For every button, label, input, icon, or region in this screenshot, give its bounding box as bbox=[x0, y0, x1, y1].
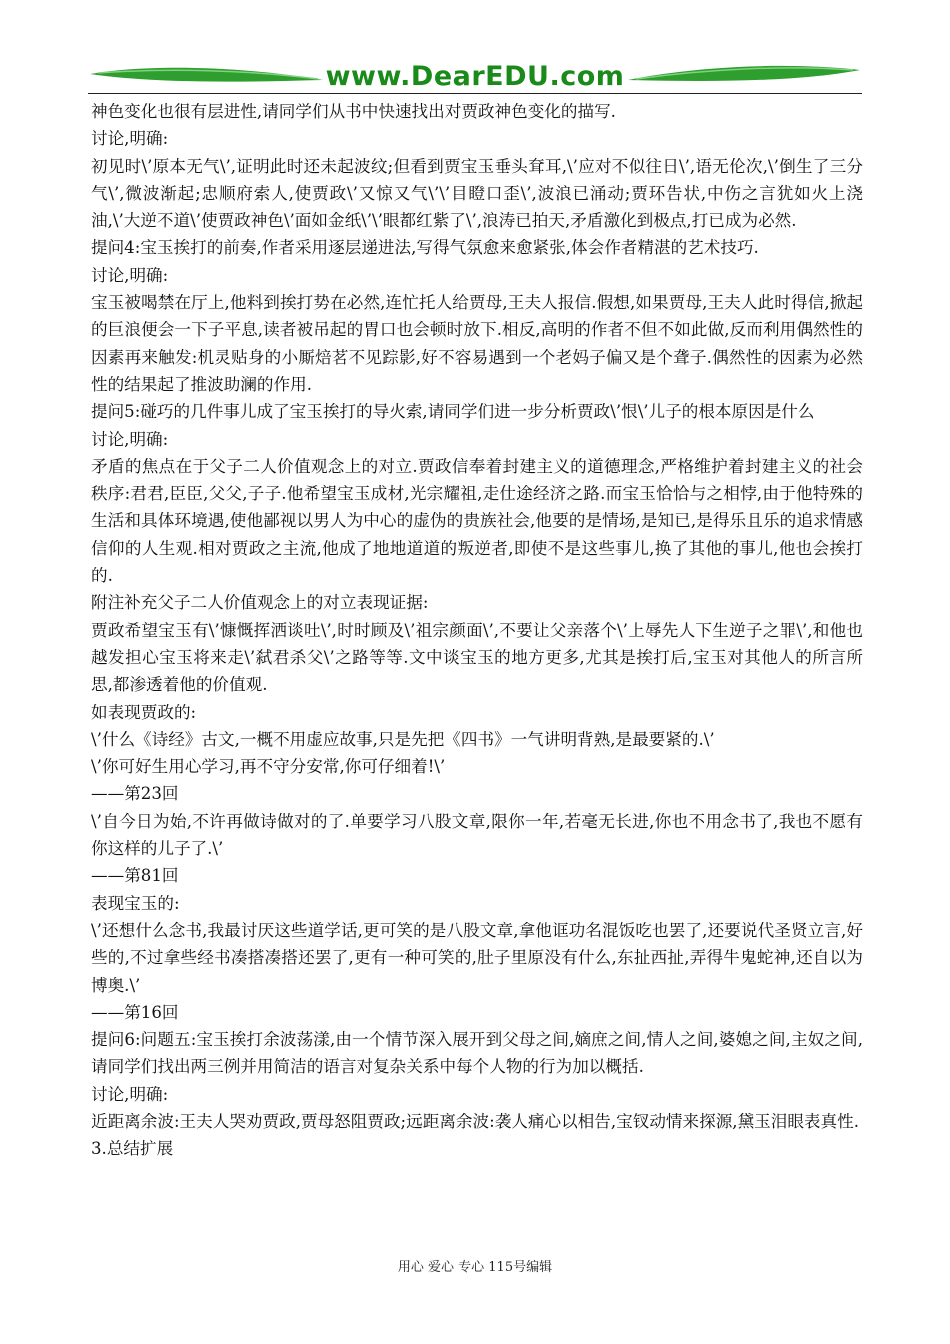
quote: \’什么《诗经》古文,一概不用虚应故事,只是先把《四书》一气讲明背熟,是最要紧的.\’ bbox=[91, 729, 715, 749]
paragraph: 讨论,明确: bbox=[91, 1084, 169, 1104]
paragraph: 神色变化也很有层进性,请同学们从书中快速找出对贾政神色变化的描写. bbox=[91, 102, 616, 121]
paragraph: 讨论,明确: bbox=[91, 429, 169, 449]
citation: ——第81回 bbox=[91, 866, 179, 886]
quote: \’自今日为始,不许再做诗做对的了.单要学习八股文章,限你一年,若毫无长进,你也不用念书了,我也不愿有你这样的儿子了.\’ bbox=[91, 811, 863, 859]
paragraph: 近距离余波:王夫人哭劝贾政,贾母怒阻贾政;远距离余波:袭人痛心以相告,宝钗动情来探源,黛玉泪眼表真性. bbox=[91, 1111, 859, 1131]
citation: ——第23回 bbox=[91, 784, 179, 804]
quote: \’还想什么念书,我最讨厌这些道学话,更可笑的是八股文章,拿他诓功名混饭吃也罢了,还要说代圣贤立言,好些的,不过拿些经书凑搭凑搭还罢了,更有一种可笑的,肚子里原没有什么,东扯西扯,弄得牛鬼蛇神,还自以为博奥.\’ bbox=[91, 920, 863, 995]
question-heading: 提问5:碰巧的几件事儿成了宝玉挨打的导火索,请同学们进一步分析贾政\’恨\’儿子的根本原因是什么 bbox=[91, 402, 815, 422]
paragraph: 宝玉被喝禁在厅上,他料到挨打势在必然,连忙托人给贾母,王夫人报信.假想,如果贾母,王夫人此时得信,掀起的巨浪便会一下子平息,读者被吊起的胃口也会顿时放下.相反,高明的作者不但不如此做,反而利用偶然性的因素再来触发:机灵贴身的小厮焙茗不见踪影,好不容易遇到一个老妈子偏又是个聋子.偶然性的因素为必然性的结果起了推波助澜的作用. bbox=[91, 293, 863, 394]
paragraph: 讨论,明确: bbox=[91, 129, 169, 149]
question-heading: 提问6:问题五:宝玉挨打余波荡漾,由一个情节深入展开到父母之间,嫡庶之间,情人之间,婆媳之间,主奴之间,请同学们找出两三例并用简洁的语言对复杂关系中每个人物的行为加以概括. bbox=[91, 1030, 863, 1077]
paragraph: 如表现贾政的: bbox=[91, 702, 197, 722]
paragraph: 讨论,明确: bbox=[91, 265, 169, 285]
paragraph: 矛盾的焦点在于父子二人价值观念上的对立.贾政信奉着封建主义的道德理念,严格维护着封建主义的社会秩序:君君,臣臣,父父,子子.他希望宝玉成材,光宗耀祖,走仕途经济之路.而宝玉恰恰与之相悖,由于他特殊的生活和具体环境遇,使他鄙视以男人为中心的虚伪的贵族社会,他要的是情场,是知已,是得乐且乐的追求情感信仰的人生观.相对贾政之主流,他成了地地道道的叛逆者,即使不是这些事儿,换了其他的事儿,他也会挨打的. bbox=[91, 456, 863, 586]
paragraph: 表现宝玉的: bbox=[91, 893, 180, 913]
quote: \’你可好生用心学习,再不守分安常,你可仔细着!\’ bbox=[91, 757, 446, 777]
site-header-banner bbox=[88, 60, 862, 94]
site-logo[interactable]: www.DearEDU.com bbox=[325, 61, 625, 92]
question-heading: 提问4:宝玉挨打的前奏,作者采用逐层递进法,写得气氛愈来愈紧张,体会作者精湛的艺术技巧. bbox=[91, 238, 759, 258]
header-divider bbox=[88, 93, 862, 94]
section-heading: 3.总结扩展 bbox=[91, 1139, 174, 1159]
paragraph: 贾政希望宝玉有\’慷慨挥洒谈吐\’,时时顾及\’祖宗颜面\’,不要让父亲落个\’上辱先人下生逆子之罪\’,和他也越发担心宝玉将来走\’弑君杀父\’之路等等.文中谈宝玉的地方更多,尤其是挨打后,宝玉对其他人的所言所思,都渗透着他的价值观. bbox=[91, 620, 863, 695]
page-footer: 用心 爱心 专心 115号编辑 bbox=[397, 1260, 553, 1275]
citation: ——第16回 bbox=[91, 1002, 179, 1022]
paragraph: 附注补充父子二人价值观念上的对立表现证据: bbox=[91, 593, 429, 613]
document-body bbox=[91, 98, 863, 1163]
paragraph: 初见时\’原本无气\’,证明此时还未起波纹;但看到贾宝玉垂头耷耳,\’应对不似往日\’,语无伦次,\’倒生了三分气\’,微波渐起;忠顺府索人,使贾政\’又惊又气\’\’目瞪口歪\’,波浪已涌动;贾环告状,中伤之言犹如火上浇油,\’大逆不道\’使贾政神色\’面如金纸\’\’眼都红紫了\’,浪涛已拍天,矛盾激化到极点,打已成为必然. bbox=[91, 156, 863, 231]
